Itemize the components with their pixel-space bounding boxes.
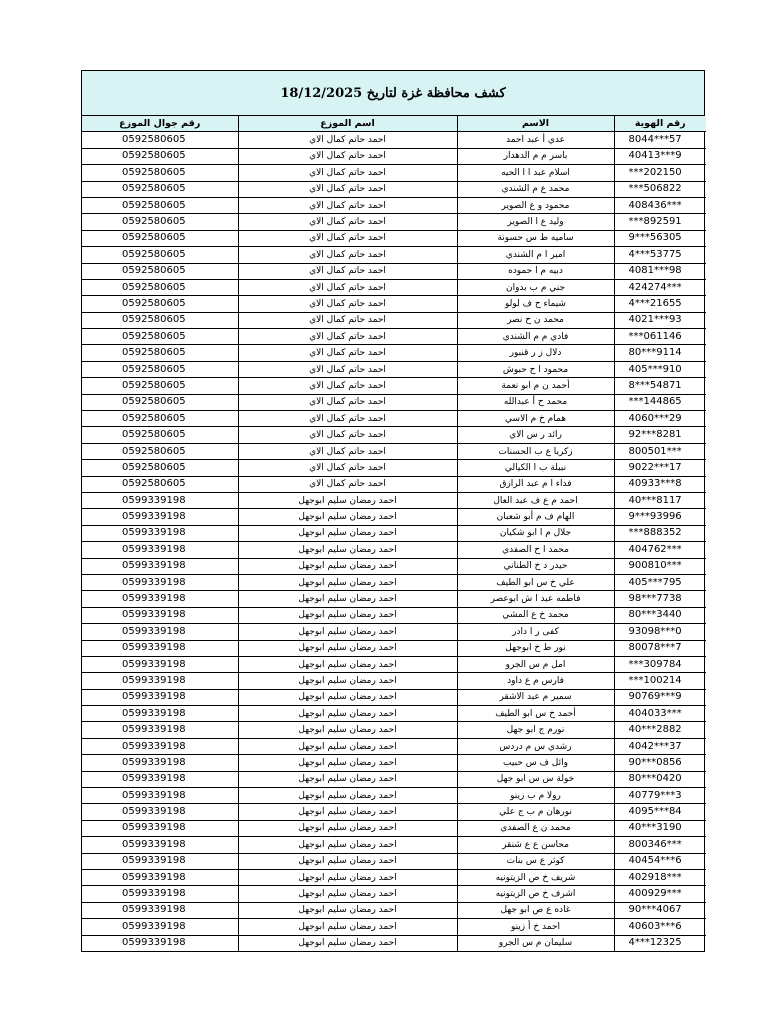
cell-name: محمد ن ح نصر	[457, 312, 614, 328]
cell-name: سليمان م س الجرو	[457, 935, 614, 951]
cell-phone: 0599339198	[82, 820, 238, 836]
cell-name: فارس م ع داود	[457, 673, 614, 689]
cell-id: 4081***98	[614, 263, 706, 279]
cell-phone: 0592580605	[82, 165, 238, 181]
cell-phone: 0599339198	[82, 706, 238, 722]
cell-id: ***144865	[614, 394, 706, 410]
cell-name: محمد ع م الشندي	[457, 181, 614, 197]
cell-phone: 0592580605	[82, 181, 238, 197]
cell-id: 40413***9	[614, 148, 706, 164]
table-row	[82, 394, 706, 410]
table-row	[82, 181, 706, 197]
report-sheet	[81, 70, 705, 952]
cell-id: 40779***3	[614, 788, 706, 804]
cell-id: 405***910	[614, 361, 706, 377]
cell-distributor: احمد حاتم كمال الاي	[238, 148, 457, 164]
cell-distributor: احمد رمضان سليم ابوجهل	[238, 689, 457, 705]
cell-name: دلال ز ر قنبور	[457, 345, 614, 361]
cell-id: 900810***	[614, 558, 706, 574]
table-row	[82, 132, 706, 148]
table-row	[82, 919, 706, 935]
cell-phone: 0592580605	[82, 279, 238, 295]
table-body	[82, 132, 706, 951]
cell-name: محمد ح أ عبدالله	[457, 394, 614, 410]
cell-id: 80078***7	[614, 640, 706, 656]
cell-id: 4***12325	[614, 935, 706, 951]
cell-distributor: احمد رمضان سليم ابوجهل	[238, 869, 457, 885]
cell-id: 405***795	[614, 574, 706, 590]
cell-distributor: احمد رمضان سليم ابوجهل	[238, 509, 457, 525]
cell-phone: 0599339198	[82, 738, 238, 754]
cell-name: أحمد خ س ابو الطيف	[457, 706, 614, 722]
table-row	[82, 755, 706, 771]
table-row	[82, 279, 706, 295]
table-row	[82, 312, 706, 328]
table-row	[82, 148, 706, 164]
table-row	[82, 197, 706, 213]
cell-name: وائل ف س حبيب	[457, 755, 614, 771]
cell-id: 404762***	[614, 542, 706, 558]
cell-distributor: احمد رمضان سليم ابوجهل	[238, 640, 457, 656]
cell-id: 40***8117	[614, 492, 706, 508]
cell-phone: 0592580605	[82, 329, 238, 345]
cell-id: 90769***9	[614, 689, 706, 705]
cell-name: رولا م ب زينو	[457, 788, 614, 804]
cell-distributor: احمد رمضان سليم ابوجهل	[238, 804, 457, 820]
cell-distributor: احمد حاتم كمال الاي	[238, 361, 457, 377]
cell-distributor: احمد رمضان سليم ابوجهل	[238, 558, 457, 574]
cell-id: 40603***6	[614, 919, 706, 935]
table-row	[82, 427, 706, 443]
cell-id: 40454***6	[614, 853, 706, 869]
table-row	[82, 165, 706, 181]
cell-phone: 0599339198	[82, 771, 238, 787]
cell-distributor: احمد رمضان سليم ابوجهل	[238, 656, 457, 672]
table-row	[82, 624, 706, 640]
table-row	[82, 788, 706, 804]
cell-id: 4042***37	[614, 738, 706, 754]
cell-distributor: احمد حاتم كمال الاي	[238, 443, 457, 459]
cell-distributor: احمد رمضان سليم ابوجهل	[238, 706, 457, 722]
cell-distributor: احمد حاتم كمال الاي	[238, 394, 457, 410]
table-row	[82, 411, 706, 427]
cell-distributor: احمد رمضان سليم ابوجهل	[238, 919, 457, 935]
cell-id: ***892591	[614, 214, 706, 230]
cell-name: امير ا م الشندي	[457, 247, 614, 263]
cell-name: محمود ا ح حبوش	[457, 361, 614, 377]
cell-name: ساميه ط س حسونة	[457, 230, 614, 246]
cell-id: 90***4067	[614, 902, 706, 918]
cell-distributor: احمد حاتم كمال الاي	[238, 181, 457, 197]
cell-id: 4021***93	[614, 312, 706, 328]
table-row	[82, 886, 706, 902]
table-row	[82, 509, 706, 525]
cell-distributor: احمد رمضان سليم ابوجهل	[238, 542, 457, 558]
cell-id: 9***56305	[614, 230, 706, 246]
cell-phone: 0599339198	[82, 640, 238, 656]
table-row	[82, 492, 706, 508]
cell-phone: 0599339198	[82, 607, 238, 623]
table-header-row	[82, 116, 706, 132]
table-row	[82, 902, 706, 918]
cell-phone: 0599339198	[82, 542, 238, 558]
cell-id: ***202150	[614, 165, 706, 181]
cell-phone: 0599339198	[82, 624, 238, 640]
cell-phone: 0592580605	[82, 214, 238, 230]
cell-id: 92***8281	[614, 427, 706, 443]
cell-distributor: احمد رمضان سليم ابوجهل	[238, 525, 457, 541]
cell-distributor: احمد رمضان سليم ابوجهل	[238, 837, 457, 853]
cell-id: ***506822	[614, 181, 706, 197]
cell-id: 8044***57	[614, 132, 706, 148]
cell-id: 4***53775	[614, 247, 706, 263]
cell-name: احمد خ أ زينو	[457, 919, 614, 935]
cell-distributor: احمد حاتم كمال الاي	[238, 214, 457, 230]
cell-phone: 0592580605	[82, 345, 238, 361]
cell-distributor: احمد حاتم كمال الاي	[238, 345, 457, 361]
cell-phone: 0599339198	[82, 869, 238, 885]
cell-distributor: احمد رمضان سليم ابوجهل	[238, 722, 457, 738]
table-row	[82, 378, 706, 394]
cell-name: شيماء ح ف لولو	[457, 296, 614, 312]
table-row	[82, 673, 706, 689]
cell-phone: 0592580605	[82, 411, 238, 427]
cell-phone: 0599339198	[82, 525, 238, 541]
cell-id: 80***9114	[614, 345, 706, 361]
cell-name: محاسن ع ع شنقر	[457, 837, 614, 853]
cell-phone: 0599339198	[82, 689, 238, 705]
table-row	[82, 837, 706, 853]
cell-distributor: احمد حاتم كمال الاي	[238, 230, 457, 246]
cell-id: 90***0856	[614, 755, 706, 771]
cell-distributor: احمد رمضان سليم ابوجهل	[238, 886, 457, 902]
cell-id: 80***0420	[614, 771, 706, 787]
header-phone: رقم جوال الموزع	[82, 116, 238, 132]
cell-id: 8***54871	[614, 378, 706, 394]
cell-distributor: احمد رمضان سليم ابوجهل	[238, 820, 457, 836]
cell-name: محمود و ع الصوير	[457, 197, 614, 213]
cell-distributor: احمد رمضان سليم ابوجهل	[238, 935, 457, 951]
cell-distributor: احمد رمضان سليم ابوجهل	[238, 771, 457, 787]
cell-phone: 0599339198	[82, 722, 238, 738]
table-row	[82, 263, 706, 279]
cell-phone: 0592580605	[82, 230, 238, 246]
report-title: كشف محافظة غزة لتاريخ 18/12/2025	[82, 71, 704, 116]
cell-phone: 0592580605	[82, 197, 238, 213]
cell-phone: 0592580605	[82, 378, 238, 394]
cell-distributor: احمد حاتم كمال الاي	[238, 427, 457, 443]
cell-phone: 0599339198	[82, 558, 238, 574]
cell-distributor: احمد حاتم كمال الاي	[238, 279, 457, 295]
cell-distributor: احمد رمضان سليم ابوجهل	[238, 853, 457, 869]
header-distributor: اسم الموزع	[238, 116, 457, 132]
table-row	[82, 738, 706, 754]
cell-name: نورهان م ب ج علي	[457, 804, 614, 820]
cell-id: ***061146	[614, 329, 706, 345]
cell-name: نور ط خ ابوجهل	[457, 640, 614, 656]
cell-phone: 0599339198	[82, 574, 238, 590]
cell-phone: 0592580605	[82, 247, 238, 263]
cell-distributor: احمد رمضان سليم ابوجهل	[238, 591, 457, 607]
header-name: الاسم	[457, 116, 614, 132]
table-row	[82, 656, 706, 672]
cell-distributor: احمد رمضان سليم ابوجهل	[238, 902, 457, 918]
cell-phone: 0599339198	[82, 804, 238, 820]
table-row	[82, 476, 706, 492]
cell-name: همام خ م الاسي	[457, 411, 614, 427]
cell-id: 4***21655	[614, 296, 706, 312]
table-row	[82, 820, 706, 836]
cell-phone: 0592580605	[82, 476, 238, 492]
cell-phone: 0592580605	[82, 361, 238, 377]
header-id: رقم الهوية	[614, 116, 706, 132]
cell-distributor: احمد رمضان سليم ابوجهل	[238, 673, 457, 689]
cell-name: شريف خ ص الزيتونيه	[457, 869, 614, 885]
table-row	[82, 361, 706, 377]
cell-phone: 0599339198	[82, 935, 238, 951]
cell-id: 402918***	[614, 869, 706, 885]
cell-id: ***309784	[614, 656, 706, 672]
cell-name: دبيه م ا حموده	[457, 263, 614, 279]
cell-name: محمد خ ع المشي	[457, 607, 614, 623]
cell-name: خولة س س ابو جهل	[457, 771, 614, 787]
cell-name: اشرف خ ص الزيتونيه	[457, 886, 614, 902]
table-row	[82, 591, 706, 607]
cell-distributor: احمد حاتم كمال الاي	[238, 312, 457, 328]
cell-name: وليد ع ا الصوير	[457, 214, 614, 230]
cell-name: محمد ا ح الصفدي	[457, 542, 614, 558]
cell-id: 408436***	[614, 197, 706, 213]
cell-name: جلال م ا ابو شكيان	[457, 525, 614, 541]
cell-distributor: احمد حاتم كمال الاي	[238, 165, 457, 181]
cell-phone: 0599339198	[82, 837, 238, 853]
cell-phone: 0592580605	[82, 427, 238, 443]
cell-phone: 0599339198	[82, 492, 238, 508]
table-row	[82, 706, 706, 722]
cell-id: 40933***8	[614, 476, 706, 492]
cell-id: 4095***84	[614, 804, 706, 820]
cell-distributor: احمد حاتم كمال الاي	[238, 476, 457, 492]
cell-distributor: احمد رمضان سليم ابوجهل	[238, 492, 457, 508]
cell-name: محمد ن ع الصفدي	[457, 820, 614, 836]
table-row	[82, 542, 706, 558]
table-row	[82, 869, 706, 885]
cell-id: 4060***29	[614, 411, 706, 427]
cell-phone: 0599339198	[82, 919, 238, 935]
cell-name: رشدي س م دردس	[457, 738, 614, 754]
cell-name: احمد م ع ف عبد العال	[457, 492, 614, 508]
cell-phone: 0599339198	[82, 886, 238, 902]
cell-phone: 0592580605	[82, 443, 238, 459]
cell-id: 40***2882	[614, 722, 706, 738]
table-row	[82, 329, 706, 345]
cell-id: ***888352	[614, 525, 706, 541]
cell-distributor: احمد رمضان سليم ابوجهل	[238, 574, 457, 590]
cell-id: 9***93996	[614, 509, 706, 525]
table-row	[82, 771, 706, 787]
cell-distributor: احمد حاتم كمال الاي	[238, 460, 457, 476]
cell-phone: 0599339198	[82, 656, 238, 672]
table-row	[82, 230, 706, 246]
cell-id: 800346***	[614, 837, 706, 853]
cell-id: 40***3190	[614, 820, 706, 836]
table-row	[82, 345, 706, 361]
table-row	[82, 247, 706, 263]
cell-id: 404033***	[614, 706, 706, 722]
cell-id: ***100214	[614, 673, 706, 689]
cell-distributor: احمد حاتم كمال الاي	[238, 132, 457, 148]
cell-id: 93098***0	[614, 624, 706, 640]
cell-id: 80***3440	[614, 607, 706, 623]
table-row	[82, 558, 706, 574]
table-row	[82, 804, 706, 820]
cell-name: جني م ب بدوان	[457, 279, 614, 295]
cell-phone: 0592580605	[82, 296, 238, 312]
cell-distributor: احمد رمضان سليم ابوجهل	[238, 755, 457, 771]
cell-name: عدي أ عبد احمد	[457, 132, 614, 148]
cell-phone: 0599339198	[82, 788, 238, 804]
cell-name: علي خ س ابو الطيف	[457, 574, 614, 590]
cell-phone: 0599339198	[82, 755, 238, 771]
table-row	[82, 935, 706, 951]
cell-phone: 0599339198	[82, 591, 238, 607]
table-row	[82, 853, 706, 869]
cell-phone: 0592580605	[82, 132, 238, 148]
cell-phone: 0599339198	[82, 673, 238, 689]
cell-name: نورم ج ابو جهل	[457, 722, 614, 738]
table-row	[82, 214, 706, 230]
cell-id: 800501***	[614, 443, 706, 459]
cell-distributor: احمد حاتم كمال الاي	[238, 197, 457, 213]
cell-name: أحمد ن م ابو نعمة	[457, 378, 614, 394]
cell-name: كوثر ع س بنات	[457, 853, 614, 869]
cell-name: حيدر د خ الطناني	[457, 558, 614, 574]
table-row	[82, 607, 706, 623]
cell-phone: 0592580605	[82, 394, 238, 410]
cell-name: سمير م عبد الاشقر	[457, 689, 614, 705]
cell-phone: 0592580605	[82, 148, 238, 164]
table-row	[82, 443, 706, 459]
cell-name: نبيلة ب ا الكيالي	[457, 460, 614, 476]
cell-phone: 0592580605	[82, 263, 238, 279]
cell-name: زكريا ع ب الحسنات	[457, 443, 614, 459]
cell-phone: 0592580605	[82, 312, 238, 328]
table-row	[82, 689, 706, 705]
cell-name: امل م س الجرو	[457, 656, 614, 672]
beneficiaries-table	[82, 116, 706, 951]
cell-id: 9022***17	[614, 460, 706, 476]
cell-id: 424274***	[614, 279, 706, 295]
table-row	[82, 722, 706, 738]
cell-distributor: احمد حاتم كمال الاي	[238, 247, 457, 263]
cell-name: الهام ف م أبو شعبان	[457, 509, 614, 525]
cell-distributor: احمد رمضان سليم ابوجهل	[238, 607, 457, 623]
cell-phone: 0599339198	[82, 509, 238, 525]
table-row	[82, 574, 706, 590]
cell-distributor: احمد رمضان سليم ابوجهل	[238, 738, 457, 754]
cell-phone: 0599339198	[82, 902, 238, 918]
cell-phone: 0599339198	[82, 853, 238, 869]
cell-name: فادي م م الشندي	[457, 329, 614, 345]
cell-distributor: احمد حاتم كمال الاي	[238, 411, 457, 427]
cell-distributor: احمد رمضان سليم ابوجهل	[238, 624, 457, 640]
cell-name: اسلام عبد ا ا الحيه	[457, 165, 614, 181]
cell-name: باسر م م الدهدار	[457, 148, 614, 164]
cell-name: غاده ع ص ابو جهل	[457, 902, 614, 918]
table-row	[82, 640, 706, 656]
cell-name: كفى ر ا دادر	[457, 624, 614, 640]
cell-distributor: احمد رمضان سليم ابوجهل	[238, 788, 457, 804]
cell-name: فداء ا م عبد الرازق	[457, 476, 614, 492]
cell-distributor: احمد حاتم كمال الاي	[238, 263, 457, 279]
cell-name: فاطمه عبد ا ش ابوعصر	[457, 591, 614, 607]
cell-name: رائد ر س الاي	[457, 427, 614, 443]
table-row	[82, 460, 706, 476]
cell-id: 400929***	[614, 886, 706, 902]
table-row	[82, 525, 706, 541]
cell-distributor: احمد حاتم كمال الاي	[238, 296, 457, 312]
cell-phone: 0592580605	[82, 460, 238, 476]
cell-id: 98***7738	[614, 591, 706, 607]
table-row	[82, 296, 706, 312]
cell-distributor: احمد حاتم كمال الاي	[238, 329, 457, 345]
cell-distributor: احمد حاتم كمال الاي	[238, 378, 457, 394]
